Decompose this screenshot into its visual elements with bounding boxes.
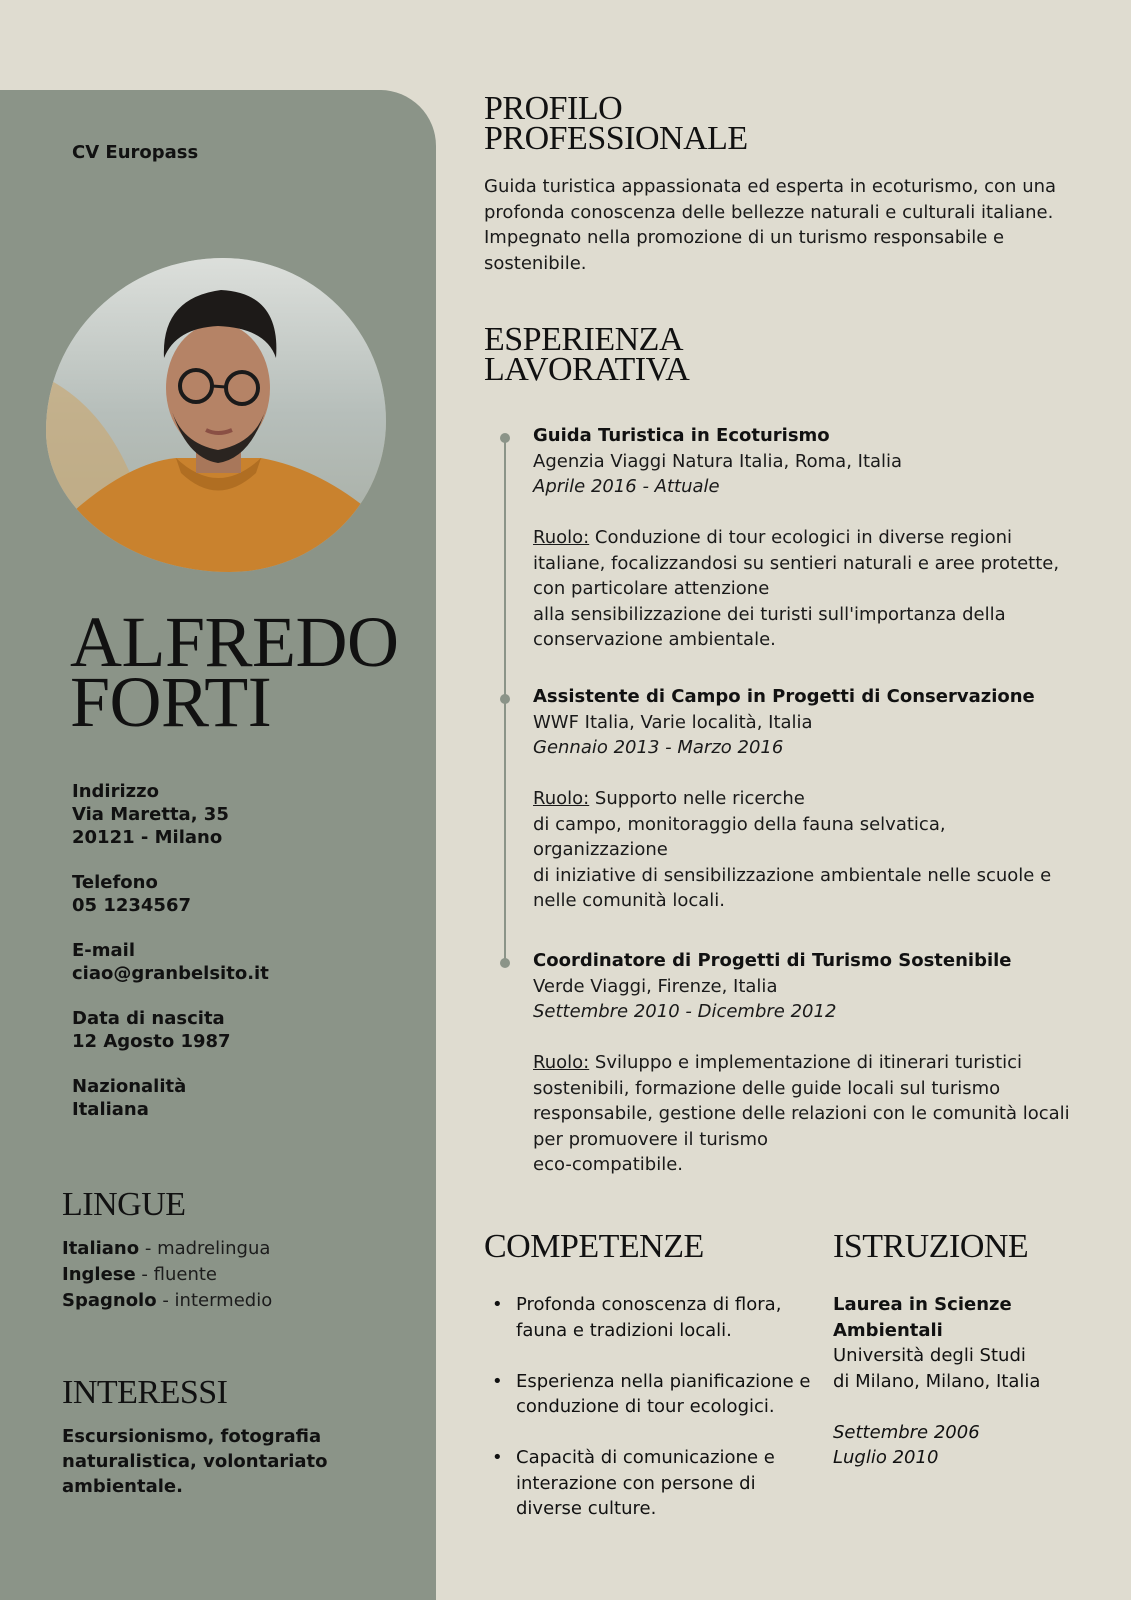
languages-list [62, 1236, 272, 1314]
role-label: Ruolo: [533, 788, 590, 809]
job-title: Guida Turistica in Ecoturismo [533, 425, 830, 446]
person-name [70, 602, 399, 742]
role-line: conservazione ambientale. [533, 629, 776, 650]
address-block [72, 780, 269, 849]
experience-heading [484, 321, 690, 388]
experience-heading-line2: LAVORATIVA [484, 351, 690, 388]
profile-heading-line2: PROFESSIONALE [484, 120, 748, 157]
timeline-dot-icon [500, 958, 510, 968]
language-name: Spagnolo [62, 1290, 157, 1311]
birth-block [72, 1007, 269, 1053]
interests-heading: INTERESSI [62, 1374, 228, 1411]
skill-item: • Esperienza nella pianificazione e conduzione di tour ecologici. [484, 1369, 814, 1420]
contact-info [72, 780, 269, 1143]
job-title: Assistente di Campo in Progetti di Conservazione [533, 686, 1035, 707]
phone-value[interactable]: 05 1234567 [72, 895, 191, 916]
job-entry [533, 423, 1093, 653]
email-value[interactable]: ciao@granbelsito.it [72, 963, 269, 984]
job-company: Agenzia Viaggi Natura Italia, Roma, Italia [533, 450, 903, 472]
language-level: - intermedio [156, 1290, 273, 1311]
job-company: Verde Viaggi, Firenze, Italia [533, 975, 778, 997]
nationality-block [72, 1075, 269, 1121]
school-line1: Università degli Studi [833, 1345, 1026, 1366]
job-entry [533, 684, 1093, 914]
address-line2: 20121 - Milano [72, 827, 223, 848]
degree-line2: Ambientali [833, 1319, 943, 1341]
education-entry [833, 1292, 1093, 1471]
language-name: Inglese [62, 1264, 136, 1285]
first-name: ALFREDO [70, 602, 399, 682]
language-level: - fluente [135, 1264, 218, 1285]
language-item [62, 1288, 272, 1314]
skill-item: • Capacità di comunicazione e interazione con persone di diverse culture. [484, 1445, 814, 1522]
role-line: di campo, monitoraggio della fauna selvatica, [533, 813, 946, 835]
profile-summary: Guida turistica appassionata ed esperta in ecoturismo, con una profonda conoscenza delle bellezze naturali e culturali italiane. Impegnato nella promozione di un turismo responsabile e sostenibile. [484, 176, 1057, 274]
timeline-dot-icon [500, 694, 510, 704]
role-line: eco-compatibile. [533, 1154, 683, 1175]
language-item [62, 1262, 272, 1288]
phone-block [72, 871, 269, 917]
skill-item: • Profonda conoscenza di flora, fauna e tradizioni locali. [484, 1292, 814, 1343]
role-line: nelle comunità locali. [533, 890, 726, 911]
language-item [62, 1236, 272, 1262]
interests-text: Escursionismo, fotografia naturalistica, volontariato ambientale. [62, 1426, 328, 1497]
degree-line1: Laurea in Scienze [833, 1294, 1012, 1315]
school-line2: di Milano, Milano, Italia [833, 1370, 1041, 1392]
role-line: alla sensibilizzazione dei turisti sull'importanza della [533, 603, 1006, 625]
role-line: organizzazione [533, 839, 668, 860]
profile-heading-line1: PROFILO [484, 90, 623, 127]
role-label: Ruolo: [533, 1052, 590, 1073]
role-label: Ruolo: [533, 527, 590, 548]
role-line: Supporto nelle ricerche [589, 788, 805, 809]
job-entry [533, 948, 1093, 1178]
birth-value: 12 Agosto 1987 [72, 1031, 231, 1052]
job-dates: Gennaio 2013 - Marzo 2016 [533, 737, 784, 758]
education-end: Luglio 2010 [833, 1447, 939, 1468]
education-heading: ISTRUZIONE [833, 1228, 1029, 1265]
role-line: responsabile, gestione delle relazioni con le comunità locali [533, 1103, 1070, 1124]
skills-list [484, 1292, 814, 1547]
job-role [533, 1050, 1093, 1178]
skills-heading: COMPETENZE [484, 1228, 704, 1265]
profile-heading [484, 90, 748, 157]
email-block [72, 939, 269, 985]
role-line: per promuovere il turismo [533, 1128, 769, 1150]
job-title: Coordinatore di Progetti di Turismo Sostenibile [533, 950, 1012, 971]
role-line: con particolare attenzione [533, 578, 770, 599]
cv-type-label: CV Europass [72, 142, 199, 163]
role-line: Sviluppo e implementazione di itinerari turistici [589, 1052, 1023, 1073]
experience-heading-line1: ESPERIENZA [484, 321, 683, 358]
nationality-label: Nazionalità [72, 1076, 187, 1097]
birth-label: Data di nascita [72, 1008, 225, 1029]
job-dates: Aprile 2016 - Attuale [533, 476, 720, 497]
job-dates: Settembre 2010 - Dicembre 2012 [533, 1001, 837, 1022]
job-company: WWF Italia, Varie località, Italia [533, 711, 813, 733]
address-line1: Via Maretta, 35 [72, 804, 229, 825]
job-role [533, 786, 1093, 914]
language-level: - madrelingua [139, 1238, 271, 1259]
language-name: Italiano [62, 1238, 140, 1259]
role-line: italiane, focalizzandosi su sentieri naturali e aree protette, [533, 552, 1060, 574]
job-role [533, 525, 1093, 653]
last-name: FORTI [70, 662, 272, 742]
education-start: Settembre 2006 [833, 1421, 980, 1443]
phone-label: Telefono [72, 872, 158, 893]
role-line: Conduzione di tour ecologici in diverse regioni [589, 527, 1012, 548]
email-label: E-mail [72, 940, 136, 961]
timeline-dot-icon [500, 433, 510, 443]
nationality-value: Italiana [72, 1099, 149, 1120]
role-line: sostenibili, formazione delle guide locali sul turismo [533, 1077, 1001, 1099]
address-label: Indirizzo [72, 781, 159, 802]
role-line: di iniziative di sensibilizzazione ambientale nelle scuole e [533, 864, 1052, 886]
languages-heading: LINGUE [62, 1186, 186, 1223]
